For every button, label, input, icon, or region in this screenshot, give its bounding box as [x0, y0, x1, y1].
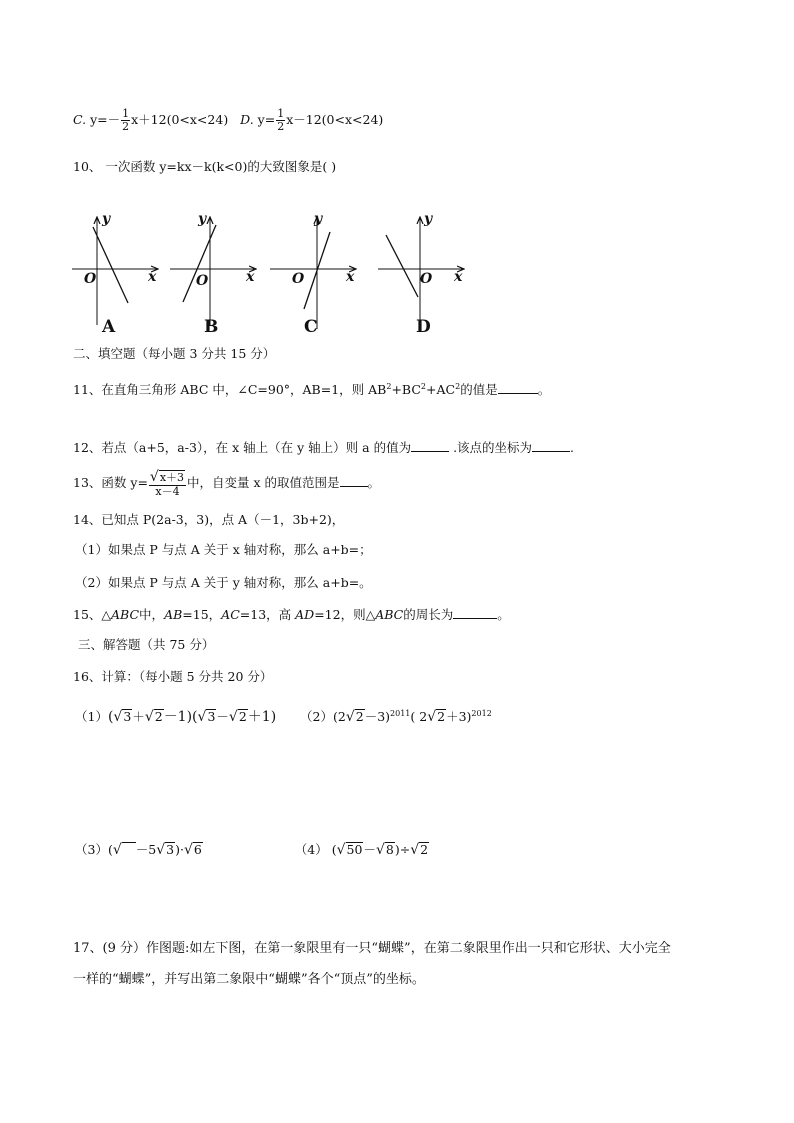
q16-p4-r8: 8 [385, 842, 394, 857]
q16-p4-minus: － [363, 842, 376, 857]
graph-d-origin-label: O [420, 271, 433, 287]
q16-p2-exp2: 2012 [471, 709, 492, 718]
question-15 [73, 606, 510, 624]
q16-p2-r2: 2 [355, 709, 364, 725]
graph-a-x-label: x [148, 269, 157, 285]
q15-ad: AD [295, 607, 315, 622]
q13-numerator: √x＋3 [149, 468, 185, 485]
section-3-title: 三、解答题（共 75 分） [78, 637, 215, 652]
q13-fraction [149, 470, 186, 498]
graph-a-label: A [102, 317, 116, 337]
q16-p2-exp1: 2011 [390, 709, 411, 718]
question-14: 14、已知点 P(2a-3，3)，点 A（－1，3b+2)， [73, 512, 345, 527]
q16-p1-plus: ＋ [132, 709, 145, 725]
option-d-right: x－12(0<x<24) [286, 112, 384, 127]
graph-a-y-label: y [102, 211, 111, 227]
graph-c-label: C [304, 317, 318, 337]
q11-sup3: 2 [455, 382, 461, 391]
q12-blank-a[interactable] [411, 439, 449, 452]
q16-p1-close: ＋1) [247, 709, 277, 726]
option-c-numerator: 1 [122, 107, 130, 120]
q12-end: . [570, 440, 575, 455]
q16-p4-r2: 2 [420, 842, 429, 857]
q16-p3-empty-radicand [122, 842, 136, 857]
option-d-left: y= [257, 112, 276, 127]
option-d-denominator: 2 [277, 120, 285, 133]
q11-plus1: +BC [391, 382, 421, 398]
question-17-line-2: 一样的“蝴蝶”，并写出第二象限中“蝴蝶”各个“顶点”的坐标。 [73, 972, 425, 987]
q16-p1-label: （1） [75, 709, 108, 725]
q13-denominator: x－4 [155, 484, 180, 498]
q16-p1-minus: － [216, 709, 229, 725]
q16-p1-r2: 2 [154, 709, 163, 725]
q16-p4-r50: 50 [346, 842, 363, 857]
q13-pre: 13、函数 y= [73, 475, 148, 490]
q15-abc1: ABC [111, 607, 140, 622]
q16-p3-label: （3）( [75, 842, 113, 857]
option-d-letter: D. [240, 112, 254, 127]
option-d-fraction [276, 108, 285, 133]
q11-answer-blank[interactable] [498, 381, 538, 394]
q11-sup1: 2 [386, 382, 392, 391]
q10-graphs [60, 205, 480, 355]
graph-a-origin-label: O [84, 271, 97, 287]
q13-numerator-radicand: x＋3 [159, 470, 185, 484]
q15-ac: AC [221, 607, 240, 622]
q16-p2-label: （2）(2 [300, 709, 346, 725]
q11-pre: 11、在直角三角形 ABC 中，∠C=90°，AB=1，则 AB [73, 382, 387, 398]
q15-ab: AB [164, 607, 183, 622]
option-c-right: x＋12(0<x<24) [131, 112, 229, 127]
q9-options [73, 108, 383, 133]
graph-c-y-label: y [314, 211, 323, 227]
q16-p3-a: －5 [135, 842, 157, 857]
graph-c [270, 217, 356, 329]
graph-b [170, 217, 256, 325]
q16-p2-a: －3) [364, 709, 391, 725]
option-d-numerator: 1 [277, 107, 285, 120]
graph-b-origin-label: O [196, 273, 209, 289]
q12-mid: .该点的坐标为 [453, 440, 533, 455]
option-c-left: y=－ [90, 112, 121, 127]
q11-end: 。 [537, 382, 551, 398]
q16-p1-mid: －1)( [163, 709, 198, 726]
q13-answer-blank[interactable] [340, 474, 368, 487]
graph-c-origin-label: O [292, 271, 305, 287]
question-17-line-1: 17、(9 分）作图题:如左下图，在第一象限里有一只“蝴蝶”，在第二象限里作出一只和它形状、大小完全 [73, 941, 671, 956]
graph-b-label: B [204, 317, 219, 337]
question-12 [73, 439, 574, 457]
q16-p1-open: ( [107, 709, 114, 726]
q15-t4: =12，则△ [314, 607, 376, 622]
graph-b-y-label: y [198, 211, 207, 227]
q11-post: 的值是 [460, 382, 498, 398]
q13-end: 。 [367, 475, 381, 490]
q16-p4-label: （4） ( [294, 842, 337, 857]
q13-post: 中，自变量 x 的取值范围是 [187, 475, 340, 490]
q15-pre: 15、△ [73, 607, 112, 622]
graph-d-label: D [416, 317, 431, 337]
q16-p2-r2b: 2 [437, 709, 446, 725]
q15-t5: 的周长为 [403, 607, 454, 622]
question-16-title: 16、计算：（每小题 5 分共 20 分） [73, 669, 273, 684]
q15-t2: =15， [182, 607, 222, 622]
question-16-parts-1-2: （1）(√3＋√2－1)(√3－√2＋1) $(2)(2√2-3)^{2011}$( 2√2＋3)$^{2012}$ [75, 709, 492, 726]
q16-p2-c: ＋3) [446, 709, 472, 725]
q15-t3: =13，高 [239, 607, 296, 622]
graph-b-x-label: x [246, 269, 255, 285]
q16-p1-r3: 3 [123, 709, 132, 725]
q16-p1-r2b: 2 [238, 709, 247, 725]
q16-p3-r6: 6 [193, 842, 202, 857]
graph-d-y-label: y [424, 211, 433, 227]
q16-p4-b: )÷ [394, 842, 411, 857]
q15-t1: 中， [139, 607, 165, 622]
q11-sup2: 2 [420, 382, 427, 391]
q12-pre: 12、若点（a+5，a-3），在 x 轴上（在 y 轴上）则 a 的值为 [73, 440, 412, 455]
graph-d-x-label: x [454, 269, 463, 285]
question-14-part-1: （1）如果点 P 与点 A 关于 x 轴对称，那么 a+b=； [75, 542, 372, 557]
q16-p3-r3: 3 [166, 842, 175, 857]
question-10: 10、 一次函数 y=kx－k(k<0)的大致图象是( ) [73, 159, 337, 174]
option-c-denominator: 2 [122, 120, 130, 133]
q11-plus2: +AC [426, 382, 456, 398]
graph-c-x-label: x [346, 269, 355, 285]
q16-p1-r3b: 3 [207, 709, 216, 725]
question-11 [73, 378, 550, 399]
question-14-part-2: （2）如果点 P 与点 A 关于 y 轴对称，那么 a+b=。 [75, 575, 372, 590]
option-c-letter: C. [73, 112, 87, 127]
q16-p3-b: )· [175, 842, 184, 857]
option-c-fraction [121, 108, 130, 133]
q16-p2-b: ( 2 [410, 709, 428, 725]
q12-blank-coord[interactable] [532, 439, 570, 452]
q15-abc2: ABC [375, 607, 404, 622]
section-2-title: 二、填空题（每小题 3 分共 15 分） [73, 346, 276, 361]
q15-answer-blank[interactable] [453, 606, 497, 619]
question-13 [73, 468, 380, 498]
q15-end: 。 [497, 607, 510, 622]
question-16-parts-3-4: （3）(√ －5√3)·√6 （4） (√50－√8)÷√2 [75, 842, 429, 858]
